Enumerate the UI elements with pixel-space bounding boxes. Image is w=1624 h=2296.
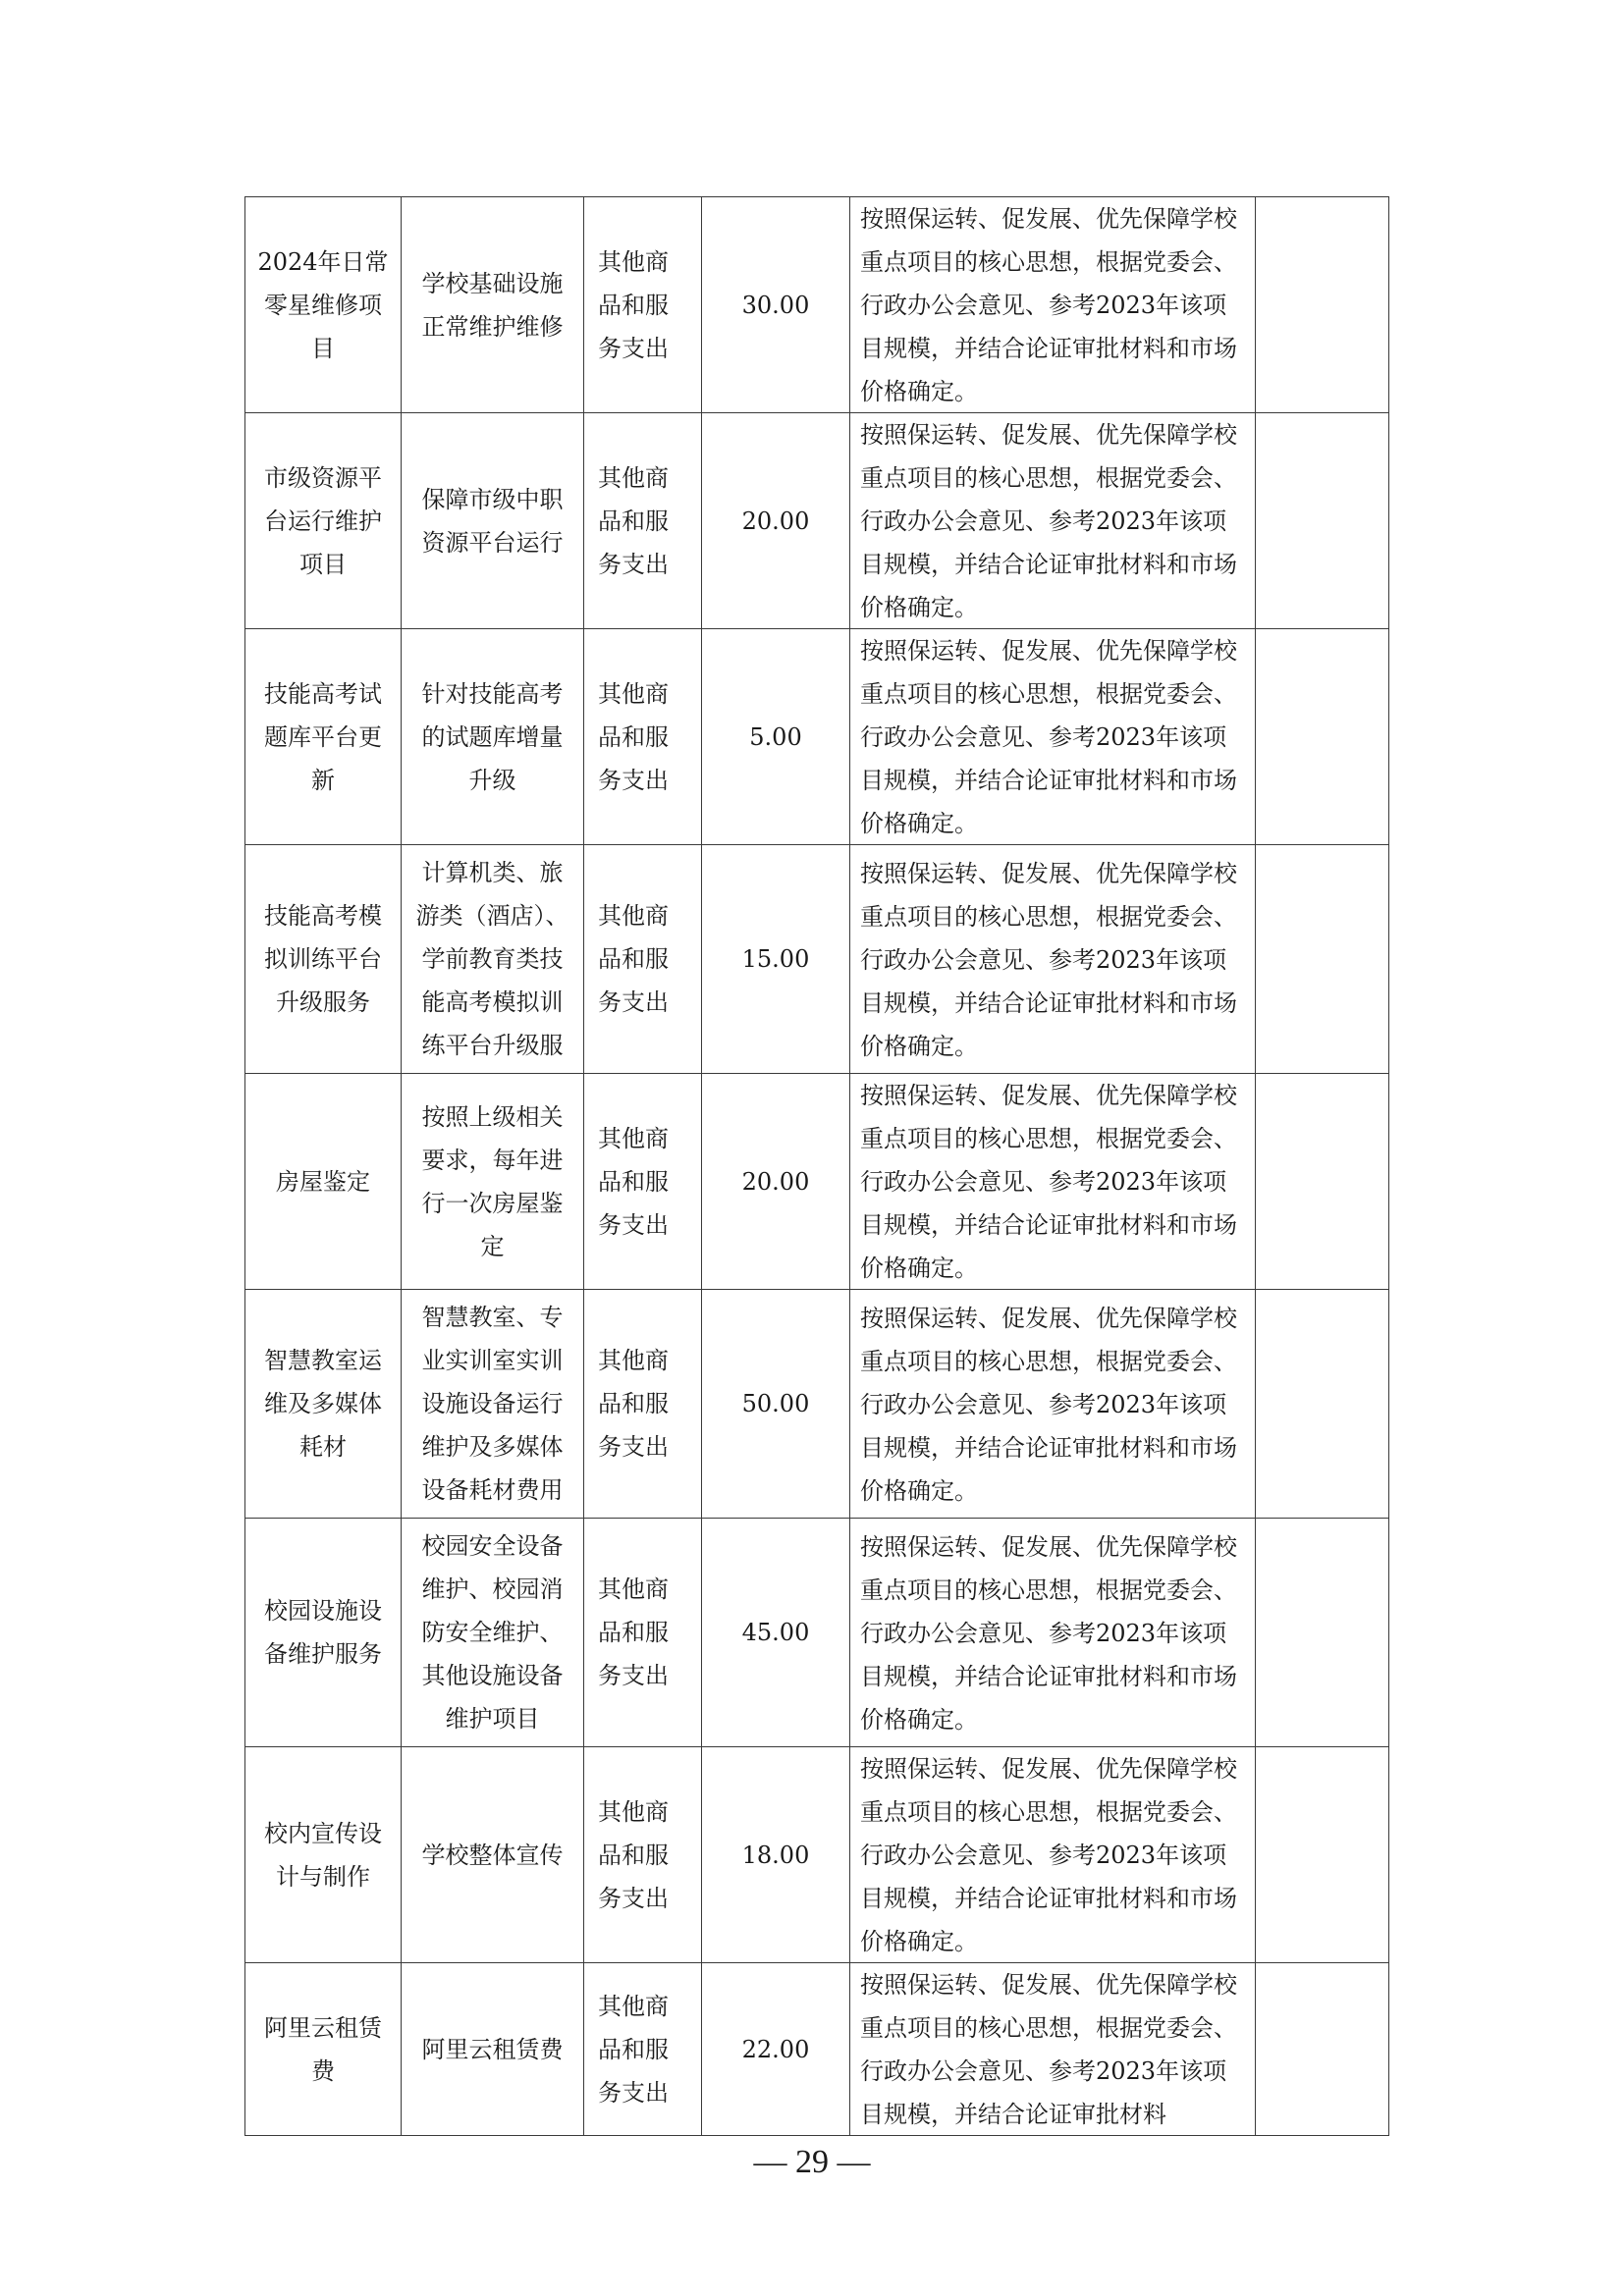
project-name-cell: 市级资源平台运行维护项目	[245, 413, 402, 629]
project-content-cell: 阿里云租赁费	[402, 1963, 584, 2136]
remark-cell	[1256, 629, 1389, 845]
project-content-cell: 智慧教室、专业实训室实训设施设备运行维护及多媒体设备耗材费用	[402, 1290, 584, 1519]
basis-cell	[850, 1074, 1256, 1290]
remark-cell	[1256, 197, 1389, 413]
project-content-cell: 计算机类、旅游类（酒店）、学前教育类技能高考模拟训练平台升级服	[402, 845, 584, 1074]
expense-type-cell: 其他商品和服务支出	[584, 1963, 702, 2136]
basis-text: 按照保运转、促发展、优先保障学校重点项目的核心思想，根据党委会、行政办公会意见、参考2023年该项目规模，并结合论证审批材料和市场价格确定。	[860, 1532, 1237, 1734]
table-row	[245, 197, 1389, 413]
amount-cell: 20.00	[702, 1074, 850, 1290]
table-row	[245, 1074, 1389, 1290]
basis-cell	[850, 1747, 1256, 1963]
basis-text: 按照保运转、促发展、优先保障学校重点项目的核心思想，根据党委会、行政办公会意见、参考2023年该项目规模，并结合论证审批材料	[860, 1971, 1237, 2128]
basis-cell	[850, 413, 1256, 629]
basis-cell	[850, 1963, 1256, 2136]
project-name-cell: 技能高考试题库平台更新	[245, 629, 402, 845]
amount-cell: 22.00	[702, 1963, 850, 2136]
table-row	[245, 413, 1389, 629]
project-name-cell: 技能高考模拟训练平台升级服务	[245, 845, 402, 1074]
amount-cell: 15.00	[702, 845, 850, 1074]
table-row	[245, 1963, 1389, 2136]
basis-text: 按照保运转、促发展、优先保障学校重点项目的核心思想，根据党委会、行政办公会意见、参考2023年该项目规模，并结合论证审批材料和市场价格确定。	[860, 859, 1237, 1060]
basis-text: 按照保运转、促发展、优先保障学校重点项目的核心思想，根据党委会、行政办公会意见、参考2023年该项目规模，并结合论证审批材料和市场价格确定。	[860, 1082, 1237, 1282]
basis-cell	[850, 845, 1256, 1074]
project-name-cell: 房屋鉴定	[245, 1074, 402, 1290]
remark-cell	[1256, 1074, 1389, 1290]
basis-text: 按照保运转、促发展、优先保障学校重点项目的核心思想，根据党委会、行政办公会意见、参考2023年该项目规模，并结合论证审批材料和市场价格确定。	[860, 421, 1237, 621]
project-content-cell: 校园安全设备维护、校园消防安全维护、其他设施设备维护项目	[402, 1519, 584, 1747]
expense-type-cell: 其他商品和服务支出	[584, 1747, 702, 1963]
basis-cell	[850, 197, 1256, 413]
expense-type-cell: 其他商品和服务支出	[584, 413, 702, 629]
table-row	[245, 1519, 1389, 1747]
project-content-cell: 针对技能高考的试题库增量升级	[402, 629, 584, 845]
project-name-cell: 校园设施设备维护服务	[245, 1519, 402, 1747]
expense-type-cell: 其他商品和服务支出	[584, 197, 702, 413]
project-content-cell: 学校整体宣传	[402, 1747, 584, 1963]
budget-table	[244, 196, 1389, 2136]
basis-cell	[850, 1519, 1256, 1747]
basis-text: 按照保运转、促发展、优先保障学校重点项目的核心思想，根据党委会、行政办公会意见、参考2023年该项目规模，并结合论证审批材料和市场价格确定。	[860, 1304, 1237, 1505]
amount-cell: 45.00	[702, 1519, 850, 1747]
expense-type-cell: 其他商品和服务支出	[584, 1074, 702, 1290]
page-number: — 29 —	[753, 2144, 871, 2180]
project-content-cell: 学校基础设施正常维护维修	[402, 197, 584, 413]
basis-cell	[850, 629, 1256, 845]
remark-cell	[1256, 1747, 1389, 1963]
expense-type-cell: 其他商品和服务支出	[584, 845, 702, 1074]
expense-type-cell: 其他商品和服务支出	[584, 1519, 702, 1747]
amount-cell: 30.00	[702, 197, 850, 413]
project-name-cell: 智慧教室运维及多媒体耗材	[245, 1290, 402, 1519]
project-name-cell: 阿里云租赁费	[245, 1963, 402, 2136]
table-row	[245, 845, 1389, 1074]
remark-cell	[1256, 845, 1389, 1074]
project-name-cell: 2024年日常零星维修项目	[245, 197, 402, 413]
table-row	[245, 1290, 1389, 1519]
project-name-cell: 校内宣传设计与制作	[245, 1747, 402, 1963]
basis-text: 按照保运转、促发展、优先保障学校重点项目的核心思想，根据党委会、行政办公会意见、参考2023年该项目规模，并结合论证审批材料和市场价格确定。	[860, 205, 1237, 405]
basis-text: 按照保运转、促发展、优先保障学校重点项目的核心思想，根据党委会、行政办公会意见、参考2023年该项目规模，并结合论证审批材料和市场价格确定。	[860, 637, 1237, 837]
remark-cell	[1256, 413, 1389, 629]
expense-type-cell: 其他商品和服务支出	[584, 1290, 702, 1519]
remark-cell	[1256, 1963, 1389, 2136]
budget-table-body	[245, 197, 1389, 2136]
amount-cell: 20.00	[702, 413, 850, 629]
expense-type-cell: 其他商品和服务支出	[584, 629, 702, 845]
amount-cell: 5.00	[702, 629, 850, 845]
project-content-cell: 按照上级相关要求，每年进行一次房屋鉴定	[402, 1074, 584, 1290]
table-row	[245, 1747, 1389, 1963]
table-row	[245, 629, 1389, 845]
basis-text: 按照保运转、促发展、优先保障学校重点项目的核心思想，根据党委会、行政办公会意见、参考2023年该项目规模，并结合论证审批材料和市场价格确定。	[860, 1755, 1237, 1955]
amount-cell: 50.00	[702, 1290, 850, 1519]
amount-cell: 18.00	[702, 1747, 850, 1963]
remark-cell	[1256, 1519, 1389, 1747]
project-content-cell: 保障市级中职资源平台运行	[402, 413, 584, 629]
remark-cell	[1256, 1290, 1389, 1519]
basis-cell	[850, 1290, 1256, 1519]
